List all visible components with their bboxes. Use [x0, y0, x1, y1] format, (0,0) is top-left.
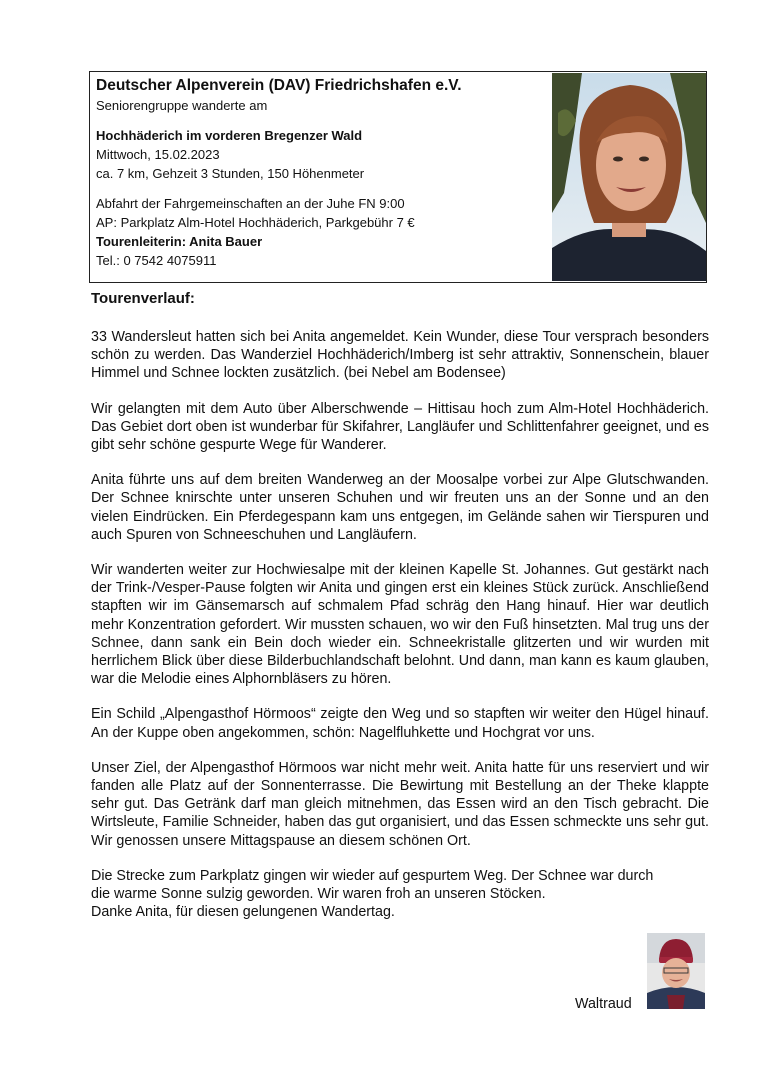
author-signature: Waltraud: [575, 996, 632, 1012]
section-heading: Tourenverlauf:: [91, 290, 195, 307]
tour-info-text: [96, 76, 546, 270]
closing-paragraph: [91, 867, 709, 922]
departure-info: Abfahrt der Fahrgemeinschaften an der Juhe FN 9:00: [96, 196, 405, 211]
paragraph: 33 Wandersleut hatten sich bei Anita angemeldet. Kein Wunder, diese Tour versprach besonders schön zu werden. Das Wanderziel Hochhäderich/Imberg ist sehr attraktiv, Sonnenschein, blauer Himmel und Schnee lockten zusätzlich. (bei Nebel am Bodensee): [91, 329, 709, 382]
tour-info-box: [89, 71, 707, 283]
report-body: [91, 328, 709, 921]
meeting-point: AP: Parkplatz Alm-Hotel Hochhäderich, Parkgebühr 7 €: [96, 215, 415, 230]
subtitle: Seniorengruppe wanderte am: [96, 98, 268, 113]
paragraph: Wir gelangten mit dem Auto über Alberschwende – Hittisau hoch zum Alm-Hotel Hochhäderich. Das Gebiet dort oben ist wunderbar für Skifahrer, Langläufer und Schlittenfahrer geeignet, und es gibt sehr schöne gespurte Wege für Wanderer.: [91, 400, 709, 454]
paragraph: Anita führte uns auf dem breiten Wanderweg an der Moosalpe vorbei zur Alpe Glutschwanden. Der Schnee knirschte unter unseren Schuhen und wir freuten uns an der Sonne und an den vielen Eindrücken. Ein Pferdegespann kam uns entgegen, im Gelände sahen wir Tierspuren und auch Spuren von Schneeschuhen und Langläufern.: [91, 472, 709, 543]
leader-phone: Tel.: 0 7542 4075911: [96, 253, 217, 268]
paragraph: Unser Ziel, der Alpengasthof Hörmoos war nicht mehr weit. Anita hatte für uns reserviert und wir fanden alle Platz auf der Sonnenterrasse. Die Bewirtung mit Bestellung an der Theke klappte sehr gut. Das Getränk darf man gleich mitnehmen, das Essen wird an den Tisch gebracht. Die Wirtsleute, Familie Schneider, haben das gut organisiert, und das Essen schmeckte uns sehr gut. Wir genossen unsere Mittagspause an diesem schönen Ort.: [91, 759, 709, 849]
author-portrait-photo: [647, 933, 705, 1009]
closing-line: die warme Sonne sulzig geworden. Wir waren froh an unseren Stöcken.: [91, 886, 546, 903]
paragraph: Ein Schild „Alpengasthof Hörmoos“ zeigte den Weg und so stapften wir weiter den Hügel hinauf. An der Kuppe oben angekommen, schön: Nagelfluhkette und Hochgrat vor uns.: [91, 706, 709, 741]
org-title: Deutscher Alpenverein (DAV) Friedrichshafen e.V.: [96, 77, 462, 94]
tour-stats: ca. 7 km, Gehzeit 3 Stunden, 150 Höhenmeter: [96, 166, 365, 181]
tour-leader: Tourenleiterin: Anita Bauer: [96, 234, 263, 249]
closing-line: Danke Anita, für diesen gelungenen Wandertag.: [91, 904, 395, 921]
closing-line: Die Strecke zum Parkplatz gingen wir wieder auf gespurtem Weg. Der Schnee war durch: [91, 867, 654, 884]
tour-name: Hochhäderich im vorderen Bregenzer Wald: [96, 128, 363, 143]
tour-date: Mittwoch, 15.02.2023: [96, 147, 220, 162]
leader-portrait-photo: [552, 73, 706, 281]
paragraph: Wir wanderten weiter zur Hochwiesalpe mit der kleinen Kapelle St. Johannes. Gut gestärkt nach der Trink-/Vesper-Pause folgten wir Anita und gingen erst ein kleines Stück zurück. Anschließend stapften wir im Gänsemarsch auf schmalem Pfad schräg den Hang hinauf. Hier war deutlich mehr Konzentration gefordert. Wir mussten schauen, wo wir den Fuß hinsetzten. Mal trug uns der Schnee, dann sank ein Bein doch wieder ein. Schneekristalle glitzerten und wir wurden mit herrlichem Blick über diese Bilderbuchlandschaft belohnt. Und dann, man kann es kaum glauben, war die Melodie eines Alphornbläsers zu hören.: [91, 562, 709, 688]
